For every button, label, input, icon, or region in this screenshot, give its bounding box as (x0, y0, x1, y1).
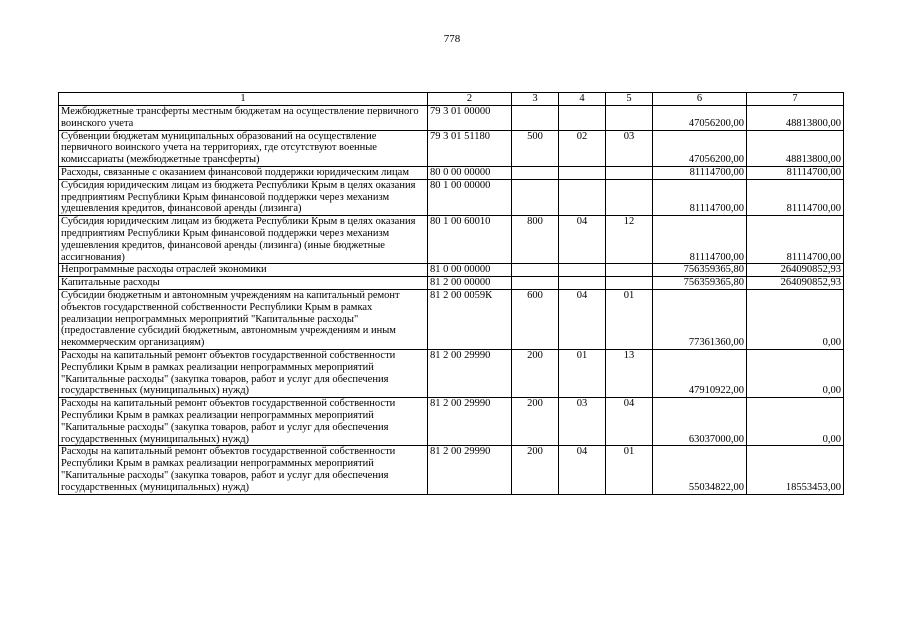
column-header: 6 (653, 93, 747, 106)
section-cell: 04 (559, 289, 606, 349)
amount-year-2-cell: 0,00 (747, 398, 844, 446)
amount-year-1-cell: 756359365,80 (653, 277, 747, 290)
amount-year-2-cell: 0,00 (747, 289, 844, 349)
table-row (59, 398, 844, 446)
column-header: 2 (428, 93, 512, 106)
expense-type-cell: 600 (512, 289, 559, 349)
amount-year-1-cell: 47910922,00 (653, 349, 747, 397)
subsection-cell (606, 106, 653, 131)
subsection-cell (606, 277, 653, 290)
section-cell (559, 264, 606, 277)
column-header: 7 (747, 93, 844, 106)
amount-year-1-cell: 77361360,00 (653, 289, 747, 349)
subsection-cell: 13 (606, 349, 653, 397)
expense-type-cell: 200 (512, 349, 559, 397)
expense-type-cell (512, 179, 559, 215)
subsection-cell: 12 (606, 216, 653, 264)
section-cell (559, 166, 606, 179)
amount-year-1-cell: 55034822,00 (653, 446, 747, 494)
row-name-cell: Субсидия юридическим лицам из бюджета Республики Крым в целях оказания предприятиям Республики Крым финансовой поддержки через механизм удешевления кредитов, финансовой аренды (лизинга) (59, 179, 428, 215)
target-article-code-cell: 81 2 00 0059К (428, 289, 512, 349)
row-name-cell: Расходы на капитальный ремонт объектов государственной собственности Республики Крым в рамках реализации непрограммных мероприятий "Капитальные расходы" (закупка товаров, работ и услуг для обеспечения государственных (муниципальных) нужд) (59, 398, 428, 446)
target-article-code-cell: 80 1 00 00000 (428, 179, 512, 215)
section-cell (559, 277, 606, 290)
expense-type-cell (512, 166, 559, 179)
row-name-cell: Субвенции бюджетам муниципальных образований на осуществление первичного воинского учета на территориях, где отсутствуют военные комиссариаты (межбюджетные трансферты) (59, 130, 428, 166)
target-article-code-cell: 81 0 00 00000 (428, 264, 512, 277)
amount-year-1-cell: 81114700,00 (653, 179, 747, 215)
target-article-code-cell: 81 2 00 00000 (428, 277, 512, 290)
table-row (59, 166, 844, 179)
table-row (59, 264, 844, 277)
amount-year-2-cell: 81114700,00 (747, 179, 844, 215)
target-article-code-cell: 81 2 00 29990 (428, 349, 512, 397)
column-header: 1 (59, 93, 428, 106)
amount-year-1-cell: 81114700,00 (653, 166, 747, 179)
amount-year-1-cell: 63037000,00 (653, 398, 747, 446)
section-cell (559, 179, 606, 215)
target-article-code-cell: 81 2 00 29990 (428, 398, 512, 446)
expense-type-cell (512, 106, 559, 131)
section-cell: 03 (559, 398, 606, 446)
amount-year-1-cell: 756359365,80 (653, 264, 747, 277)
expense-type-cell (512, 264, 559, 277)
expense-type-cell: 500 (512, 130, 559, 166)
column-header: 4 (559, 93, 606, 106)
row-name-cell: Капитальные расходы (59, 277, 428, 290)
target-article-code-cell: 80 1 00 60010 (428, 216, 512, 264)
section-cell: 02 (559, 130, 606, 166)
target-article-code-cell: 79 3 01 51180 (428, 130, 512, 166)
amount-year-1-cell: 47056200,00 (653, 130, 747, 166)
row-name-cell: Непрограммные расходы отраслей экономики (59, 264, 428, 277)
column-header: 5 (606, 93, 653, 106)
target-article-code-cell: 80 0 00 00000 (428, 166, 512, 179)
section-cell: 04 (559, 216, 606, 264)
amount-year-2-cell: 48813800,00 (747, 130, 844, 166)
subsection-cell (606, 264, 653, 277)
table-row (59, 446, 844, 494)
subsection-cell: 01 (606, 446, 653, 494)
expense-type-cell: 800 (512, 216, 559, 264)
expense-type-cell: 200 (512, 446, 559, 494)
amount-year-1-cell: 47056200,00 (653, 106, 747, 131)
table-row (59, 277, 844, 290)
row-name-cell: Расходы, связанные с оказанием финансовой поддержки юридическим лицам (59, 166, 428, 179)
column-header: 3 (512, 93, 559, 106)
subsection-cell: 04 (606, 398, 653, 446)
section-cell: 04 (559, 446, 606, 494)
amount-year-2-cell: 264090852,93 (747, 264, 844, 277)
amount-year-2-cell: 81114700,00 (747, 216, 844, 264)
amount-year-2-cell: 264090852,93 (747, 277, 844, 290)
row-name-cell: Субсидия юридическим лицам из бюджета Республики Крым в целях оказания предприятиям Республики Крым финансовой поддержки через механизм удешевления кредитов, финансовой аренды (лизинга) (иные бюджетные ассигнования) (59, 216, 428, 264)
expense-type-cell: 200 (512, 398, 559, 446)
table-row (59, 289, 844, 349)
amount-year-2-cell: 81114700,00 (747, 166, 844, 179)
table-row (59, 179, 844, 215)
amount-year-2-cell: 48813800,00 (747, 106, 844, 131)
table-row (59, 349, 844, 397)
column-number-row (59, 93, 844, 106)
budget-table (58, 92, 844, 495)
subsection-cell: 03 (606, 130, 653, 166)
row-name-cell: Расходы на капитальный ремонт объектов государственной собственности Республики Крым в рамках реализации непрограммных мероприятий "Капитальные расходы" (закупка товаров, работ и услуг для обеспечения государственных (муниципальных) нужд) (59, 349, 428, 397)
amount-year-2-cell: 18553453,00 (747, 446, 844, 494)
page-number: 778 (443, 33, 461, 45)
row-name-cell: Расходы на капитальный ремонт объектов государственной собственности Республики Крым в рамках реализации непрограммных мероприятий "Капитальные расходы" (закупка товаров, работ и услуг для обеспечения государственных (муниципальных) нужд) (59, 446, 428, 494)
subsection-cell (606, 166, 653, 179)
expense-type-cell (512, 277, 559, 290)
amount-year-2-cell: 0,00 (747, 349, 844, 397)
section-cell: 01 (559, 349, 606, 397)
table-row (59, 216, 844, 264)
target-article-code-cell: 79 3 01 00000 (428, 106, 512, 131)
row-name-cell: Межбюджетные трансферты местным бюджетам на осуществление первичного воинского учета (59, 106, 428, 131)
table-row (59, 106, 844, 131)
table-row (59, 130, 844, 166)
section-cell (559, 106, 606, 131)
subsection-cell (606, 179, 653, 215)
amount-year-1-cell: 81114700,00 (653, 216, 747, 264)
subsection-cell: 01 (606, 289, 653, 349)
row-name-cell: Субсидии бюджетным и автономным учреждениям на капитальный ремонт объектов государственной собственности Республики Крым в рамках реализации непрограммных мероприятий "Капитальные расходы" (предоставление субсидий бюджетным, автономным учреждениям и иным некоммерческим организациям) (59, 289, 428, 349)
target-article-code-cell: 81 2 00 29990 (428, 446, 512, 494)
